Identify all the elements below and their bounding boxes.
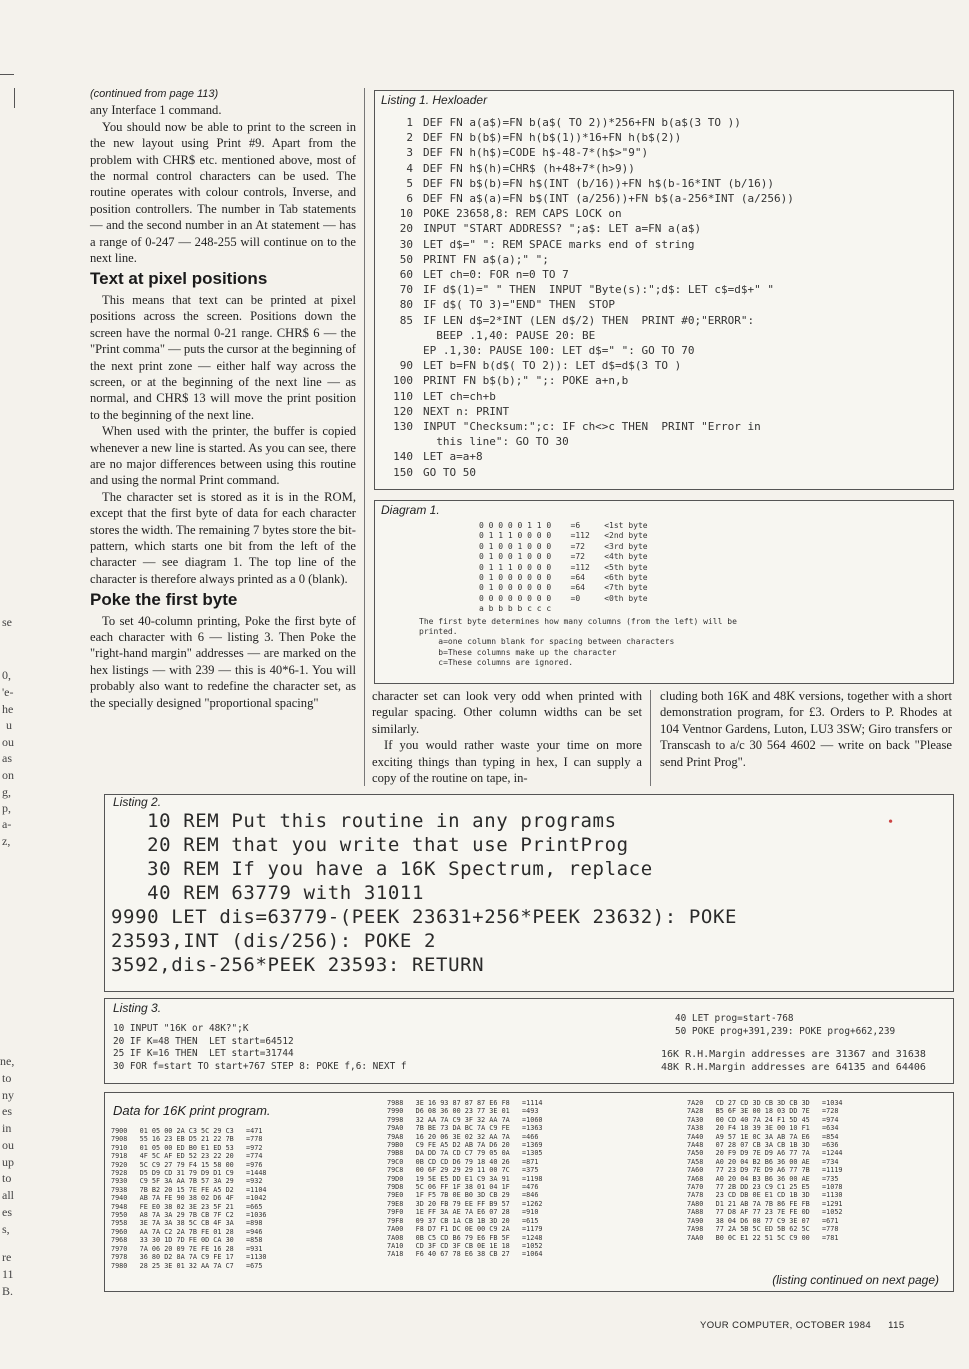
line-number — [375, 328, 423, 343]
hex-row: 7998 32 AA 7A C9 3F 32 AA 7A =1060 — [387, 1115, 543, 1124]
byte-label: <4th byte — [604, 552, 648, 562]
code-line: 10 REM Put this routine in any programs — [111, 810, 617, 832]
listing-continued-label: (listing continued on next page) — [772, 1273, 939, 1287]
line-code: NEXT n: PRINT — [423, 404, 510, 418]
code-line: 30 REM If you have a 16K Spectrum, replace — [111, 858, 653, 880]
byte-value: =72 — [551, 552, 605, 562]
hex-row: 7A28 B5 6F 3E 00 18 03 DD 7E =728 — [687, 1107, 839, 1116]
byte-value: =64 — [551, 583, 605, 593]
magazine-issue: YOUR COMPUTER, OCTOBER 1984 — [700, 1320, 872, 1331]
margin-fragment: ny — [2, 1088, 14, 1102]
left-margin-fragments — [0, 0, 20, 1369]
diagram-row — [479, 531, 953, 541]
diagram-row — [479, 542, 953, 552]
hex-row: 7A40 A9 57 1E 0C 3A AB 7A E6 =854 — [687, 1132, 839, 1141]
page-footer — [700, 1320, 905, 1331]
code-line: 50 POKE prog+391,239: POKE prog+662,239 — [675, 1025, 896, 1037]
code-line — [375, 115, 953, 130]
hex-row: 7918 4F 5C AF ED 52 23 22 20 =774 — [111, 1152, 263, 1161]
code-line: 40 REM 63779 with 31011 — [111, 882, 425, 904]
code-line — [375, 176, 953, 191]
line-number: 70 — [399, 283, 413, 297]
line-number: 120 — [393, 404, 413, 418]
bit-pattern: 0 1 1 1 0 0 0 0 — [479, 562, 552, 572]
listing-2-code — [105, 809, 953, 977]
line-number: 3 — [406, 146, 413, 160]
line-number: 80 — [399, 298, 413, 312]
code-line — [375, 252, 953, 267]
line-number: 50 — [399, 252, 413, 266]
byte-value: =64 — [551, 573, 605, 583]
margin-fragment: to — [2, 1171, 12, 1185]
hex-row: 7A00 F8 D7 F1 DC 0E 00 C9 2A =1179 — [387, 1225, 543, 1234]
bit-pattern: 0 0 0 0 0 1 1 0 — [479, 521, 552, 530]
hex-row: 7A30 00 CD 40 7A 24 F1 5D 45 =974 — [687, 1115, 839, 1124]
bit-pattern: 0 1 0 0 1 0 0 0 — [479, 541, 552, 551]
code-line — [375, 161, 953, 176]
code-line: 3592,dis-256*PEEK 23593: RETURN — [111, 954, 485, 976]
hex-row: 7908 55 16 23 EB D5 21 22 7B =778 — [111, 1135, 263, 1144]
listing-3-box — [104, 998, 954, 1084]
diagram-1-bits — [375, 519, 953, 615]
line-code: LET b=FN b(d$( TO 2)): LET d$=d$(3 TO ) — [423, 359, 682, 373]
byte-label: <7th byte — [604, 583, 648, 593]
code-line: 25 IF K=16 THEN LET start=31744 — [113, 1048, 294, 1060]
margin-fragment: on — [2, 768, 14, 782]
code-line — [375, 221, 953, 236]
line-code: DEF FN a$(a)=FN b$(INT (a/256))+FN b$(a-256*INT (a/256)) — [423, 192, 794, 206]
byte-label: <0th byte — [604, 593, 648, 603]
hex-row: 7A80 D1 21 AB 7A 7B 86 FE FB =1291 — [687, 1199, 843, 1208]
continued-from-label: (continued from page 113) — [90, 88, 219, 100]
line-code: IF LEN d$=2*INT (LEN d$/2) THEN PRINT #0;"ERROR": — [423, 313, 755, 327]
hex-row: 7A10 CD 3F CD 3F CB 0E 1E 18 =1052 — [387, 1241, 543, 1250]
line-code: LET d$=" ": REM SPACE marks end of string — [423, 237, 695, 251]
hex-row: 79E0 1F F5 7B 0E B0 3D CB 29 =846 — [387, 1191, 539, 1200]
margin-fragment: B. — [2, 1284, 14, 1298]
column-divider-2 — [650, 690, 651, 786]
margin-fragment: g, — [2, 785, 11, 799]
code-line — [375, 434, 953, 449]
diagram-row — [479, 573, 953, 583]
hex-row: 7AA0 B0 0C E1 22 51 5C C9 00 =781 — [687, 1233, 839, 1242]
hex-block-1 — [111, 1127, 267, 1270]
margin-line-vertical — [14, 88, 15, 108]
line-number: 1 — [406, 116, 413, 129]
margin-fragment: ou — [2, 735, 14, 749]
diagram-1-title: Diagram 1. — [381, 503, 440, 517]
line-code: LET a=a+8 — [423, 450, 483, 464]
code-line — [375, 237, 953, 252]
diagram-note: c=These columns are ignored. — [419, 658, 574, 668]
paragraph: any Interface 1 command. — [90, 103, 222, 118]
hex-row: 7A70 77 2B DD 23 C9 C1 25 E5 =1078 — [687, 1183, 843, 1192]
byte-label: <5th byte — [604, 562, 648, 572]
hex-row: 7A20 CD 27 CD 3D CB 3D CB 3D =1034 — [687, 1099, 843, 1107]
hex-row: 7A60 77 23 D9 7E D9 A6 77 7B =1119 — [687, 1166, 843, 1175]
data-16k-title: Data for 16K print program. — [113, 1103, 271, 1118]
code-line — [375, 404, 953, 419]
article-column-middle — [372, 688, 642, 786]
hex-row: 7980 28 25 3E 01 32 AA 7A C7 =675 — [111, 1261, 263, 1270]
line-number — [375, 434, 423, 449]
bit-pattern: 0 1 0 0 0 0 0 0 — [479, 583, 552, 593]
margin-fragment: 'e- — [2, 685, 14, 699]
margin-note: 48K R.H.Margin addresses are 64135 and 64406 — [661, 1061, 926, 1073]
line-code: IF d$( TO 3)="END" THEN STOP — [423, 298, 616, 312]
paragraph: This means that text can be printed at pixel positions across the screen. Positions down the screen have the normal 0-21 range. CHR$ 6 — the "Print comma" — puts the cursor at the beginning of the next print zone — either half way across the screen, or at the beginning of the next line — as normal, and CHR$ 13 will move the print position to the beginning of the next line. — [90, 292, 356, 422]
line-number: 85 — [399, 313, 413, 327]
line-code: BEEP .1,40: PAUSE 20: BE — [423, 328, 596, 342]
code-line: 23593,INT (dis/256): POKE 2 — [111, 930, 437, 952]
line-code: GO TO 50 — [423, 465, 476, 479]
hex-row: 7A08 0B C5 CD B6 79 E6 FB 5F =1248 — [387, 1233, 543, 1242]
line-code: PRINT FN b$(b);" ";: POKE a+n,b — [423, 374, 629, 388]
margin-fragment: es — [2, 1205, 12, 1219]
margin-fragment: a- — [2, 817, 12, 831]
hex-row: 79C0 0B CD CD D6 79 18 40 26 =871 — [387, 1157, 539, 1166]
paragraph: You should now be able to print to the screen in the new layout using Print #9. Apart from the problem with CHR$ etc. mentioned above, most of the normal control characters can be used. The routine operates with colour controls, Inverse, and position controllers. The number in Tab statements — and the second number in an At statement — has a range of 0-247 — 248-255 will continue on to the next line. — [90, 119, 356, 266]
byte-label: <2nd byte — [604, 531, 648, 541]
line-code: INPUT "START ADDRESS? ";a$: LET a=FN a(a$) — [423, 222, 702, 236]
line-code: PRINT FN a$(a);" "; — [423, 252, 549, 266]
article-column-left — [90, 86, 356, 711]
bit-pattern: a b b b b c c c — [479, 604, 552, 614]
code-line — [375, 313, 953, 328]
paragraph: If you would rather waste your time on more exciting things than typing in hex, I can supply a copy of the routine on tape, in- — [372, 738, 642, 786]
code-line — [375, 373, 953, 388]
bit-pattern: 0 1 1 1 0 0 0 0 — [479, 531, 552, 541]
margin-fragment: he — [2, 702, 14, 716]
line-code: INPUT "Checksum:";c: IF ch<>c THEN PRINT "Error in — [423, 420, 761, 434]
code-line — [375, 465, 953, 480]
margin-fragment: z, — [2, 834, 11, 848]
line-code: DEF FN b(b$)=FN h(b$(1))*16+FN h(b$(2)) — [423, 131, 682, 145]
hex-row: 79F0 1E FF 3A AE 7A E6 07 28 =910 — [387, 1208, 539, 1217]
hex-row: 79C8 00 6F 29 29 29 11 00 7C =375 — [387, 1166, 539, 1175]
hex-row: 7A48 07 28 07 CB 3A CB 1B 3D =636 — [687, 1141, 839, 1150]
hex-row: 7A90 38 04 D6 08 77 C9 3E 07 =671 — [687, 1216, 839, 1225]
line-number: 100 — [393, 374, 413, 388]
line-code: this line": GO TO 30 — [423, 435, 569, 449]
hex-row: 7968 33 30 1D 7D FE 0D CA 30 =858 — [111, 1236, 263, 1245]
code-line — [375, 343, 953, 358]
hex-row: 7930 C9 5F 3A AA 7B 57 3A 29 =932 — [111, 1177, 263, 1186]
listing-1-box — [374, 90, 954, 490]
code-line — [375, 297, 953, 312]
hex-row: 79B0 C9 FE A5 D2 AB 7A D6 20 =1369 — [387, 1141, 543, 1150]
hex-row: 7940 AB 7A FE 90 38 02 D6 4F =1042 — [111, 1194, 267, 1203]
line-number: 110 — [393, 389, 413, 403]
margin-fragment: s, — [2, 1222, 10, 1236]
diagram-note: b=These columns make up the character — [419, 647, 617, 657]
hex-row: 79E8 3D 20 FB 79 EE FF B9 57 =1262 — [387, 1199, 543, 1208]
hex-row: 7A18 F6 40 67 78 E6 38 CB 27 =1064 — [387, 1250, 543, 1259]
bit-pattern: 0 1 0 0 1 0 0 0 — [479, 552, 552, 562]
listing-3-code-right — [675, 1013, 895, 1038]
byte-label: <6th byte — [604, 573, 648, 583]
byte-value: =112 — [551, 531, 605, 541]
margin-fragment: all — [2, 1188, 14, 1202]
margin-note: 16K R.H.Margin addresses are 31367 and 31638 — [661, 1049, 926, 1060]
code-line — [375, 206, 953, 221]
hex-row: 7A88 77 D8 AF 77 23 7E FE 0D =1052 — [687, 1208, 843, 1217]
hex-row: 7988 3E 16 93 87 87 87 E6 F8 =1114 — [387, 1099, 543, 1107]
line-code: EP .1,30: PAUSE 100: LET d$=" ": GO TO 70 — [423, 344, 695, 358]
hex-row: 7960 AA 7A C2 2A 7B FE 01 28 =946 — [111, 1227, 263, 1236]
line-number: 140 — [393, 450, 413, 464]
listing-2-box — [104, 794, 954, 992]
hex-row: 7978 36 80 D2 8A 7A C9 FE 17 =1130 — [111, 1253, 267, 1262]
code-line — [375, 328, 953, 343]
line-code: DEF FN b$(b)=FN h$(INT (b/16))+FN h$(b-16*INT (b/16)) — [423, 176, 774, 190]
hex-row: 79D8 5C 06 FF 1F 38 01 04 1F =476 — [387, 1183, 539, 1192]
line-number: 4 — [406, 161, 413, 175]
byte-value: =6 — [551, 521, 605, 530]
code-line: 20 IF K=48 THEN LET start=64512 — [113, 1035, 294, 1047]
line-number: 60 — [399, 268, 413, 282]
code-line — [375, 419, 953, 434]
margin-fragment: in — [2, 1121, 12, 1135]
code-line: 30 FOR f=start TO start+767 STEP 8: POKE f,6: NEXT f — [113, 1060, 407, 1072]
diagram-row — [479, 604, 953, 614]
hex-row: 7A38 20 F4 18 39 3E 00 10 F1 =634 — [687, 1124, 839, 1133]
hex-row: 7A68 A0 20 04 B3 B6 36 00 AE =735 — [687, 1174, 839, 1183]
paragraph: character set can look very odd when printed with regular spacing. Other column widths can be set similarly. — [372, 689, 642, 736]
paragraph: The character set is stored as it is in the ROM, except that the first byte of data for each character stores the width. The remaining 7 bytes store the bit-pattern, which starts one bit from the left of the character — see diagram 1. The top line of the character is therefore always printed as a 0 (blank). — [90, 489, 356, 586]
listing-3-notes — [661, 1049, 926, 1074]
hex-row: 7A78 23 CD DB 0E E1 CD 1B 3D =1130 — [687, 1191, 843, 1200]
code-line — [375, 191, 953, 206]
listing-1-code — [375, 109, 953, 480]
margin-fragment: es — [2, 1104, 12, 1118]
code-line — [375, 449, 953, 464]
hex-row: 79A0 7B BE 73 DA BC 7A C9 FE =1363 — [387, 1124, 543, 1133]
line-code: LET ch=ch+b — [423, 389, 496, 403]
margin-fragment: p, — [2, 801, 11, 815]
byte-label: <1st byte — [604, 521, 648, 530]
margin-fragment: as — [2, 751, 12, 765]
bit-pattern: 0 1 0 0 0 0 0 0 — [479, 573, 552, 583]
line-number: 90 — [399, 359, 413, 373]
hex-row: 7A58 A0 20 04 B2 B6 36 00 AE =734 — [687, 1157, 839, 1166]
line-number: 10 — [399, 207, 413, 221]
hex-row: 7938 7B B2 20 15 7E FE A5 D2 =1104 — [111, 1185, 267, 1194]
code-line — [375, 267, 953, 282]
data-16k-box — [104, 1092, 954, 1292]
diagram-note: printed. — [419, 627, 458, 637]
code-line: 9990 LET dis=63779-(PEEK 23631+256*PEEK 23632): POKE — [111, 906, 738, 928]
margin-fragment: u — [6, 718, 12, 732]
asterisk-mark: • — [888, 815, 893, 830]
diagram-note: The first byte determines how many columns (from the left) will be — [419, 616, 737, 626]
paragraph: cluding both 16K and 48K versions, together with a short demonstration program, for £3. Orders to P. Rhodes at 104 Ventnor Gardens, Luton, LU3 3SW; Giro transfers or Transcash to a/c 30 564 4602 — write on back "Please send Print Prog". — [660, 689, 952, 769]
line-number: 6 — [406, 192, 413, 206]
margin-fragment: ne, — [0, 1054, 15, 1068]
hex-row: 7920 5C C9 27 79 F4 15 58 00 =976 — [111, 1160, 263, 1169]
margin-line-top — [0, 74, 14, 75]
listing-3-title: Listing 3. — [113, 1001, 162, 1015]
code-line — [375, 282, 953, 297]
heading-text-at-pixel-positions: Text at pixel positions — [90, 269, 268, 289]
page-number: 115 — [888, 1320, 905, 1331]
margin-fragment: 11 — [2, 1267, 14, 1281]
line-number: 30 — [399, 237, 413, 251]
diagram-1-notes — [375, 615, 953, 669]
byte-value: =72 — [551, 541, 605, 551]
line-code: POKE 23658,8: REM CAPS LOCK on — [423, 207, 622, 221]
hex-block-3 — [687, 1099, 843, 1242]
hex-row: 79A8 16 20 06 3E 02 32 AA 7A =466 — [387, 1132, 539, 1141]
line-number: 20 — [399, 222, 413, 236]
line-code: DEF FN h$(h)=CHR$ (h+48+7*(h>9)) — [423, 161, 635, 175]
hex-row: 7928 D5 D9 CD 31 79 D9 D1 C9 =1448 — [111, 1169, 267, 1178]
line-code: LET ch=0: FOR n=0 TO 7 — [423, 268, 569, 282]
listing-3-code-left — [113, 1023, 407, 1073]
paragraph: When used with the printer, the buffer is copied whenever a new line is started. As you can see, there are no major differences between using this routine and using the normal Print command. — [90, 424, 356, 488]
code-line — [375, 358, 953, 373]
article-column-right — [660, 688, 952, 770]
margin-fragment: 0, — [2, 668, 11, 682]
code-line: 10 INPUT "16K or 48K?";K — [113, 1023, 249, 1034]
paragraph: To set 40-column printing, Poke the first byte of each character with 6 — listing 3. Then Poke the "right-hand margin" addresses — are marked on the hex listings — with 239 — this is 40*6-1. You will probably also want to redefine the character set, as the specially designed "proportional spacing" — [90, 613, 356, 710]
listing-1-title: Listing 1. Hexloader — [381, 93, 488, 107]
byte-value — [551, 604, 604, 613]
diagram-row — [479, 583, 953, 593]
hex-row: 79F8 09 37 CB 1A CB 1B 3D 20 =615 — [387, 1216, 539, 1225]
diagram-row — [479, 521, 953, 531]
byte-value: =112 — [551, 562, 605, 572]
code-line — [375, 145, 953, 160]
margin-fragment: to — [2, 1071, 12, 1085]
line-number: 5 — [406, 176, 413, 190]
code-line: 40 LET prog=start-768 — [675, 1013, 794, 1024]
hex-row: 7990 D6 08 36 00 23 77 3E 01 =493 — [387, 1107, 539, 1116]
code-line: 20 REM that you write that use PrintProg — [111, 834, 629, 856]
heading-poke-the-first-byte: Poke the first byte — [90, 590, 238, 610]
listing-2-title: Listing 2. — [113, 795, 162, 809]
diagram-1-box — [374, 500, 954, 684]
diagram-note: a=one column blank for spacing between characters — [419, 637, 675, 647]
line-number: 150 — [393, 465, 413, 479]
line-number: 130 — [393, 420, 413, 434]
hex-row: 7910 01 05 00 ED B0 E1 ED 53 =972 — [111, 1143, 263, 1152]
margin-fragment: re — [2, 1250, 12, 1264]
hex-row: 7900 01 05 00 2A C3 5C 29 C3 =471 — [111, 1127, 263, 1135]
margin-fragment: se — [2, 615, 12, 629]
hex-row: 79D0 19 5E E5 DD E1 C9 3A 91 =1198 — [387, 1174, 543, 1183]
hex-row: 79B8 DA DD 7A CD C7 79 05 0A =1305 — [387, 1149, 543, 1158]
line-code: DEF FN h(h$)=CODE h$-48-7*(h$>"9") — [423, 146, 649, 160]
hex-row: 7950 A8 7A 3A 29 7B CB 7F C2 =1036 — [111, 1211, 267, 1220]
line-number: 2 — [406, 131, 413, 145]
margin-fragment: up — [2, 1155, 14, 1169]
diagram-row — [479, 594, 953, 604]
diagram-row — [479, 552, 953, 562]
code-line — [375, 389, 953, 404]
bit-pattern: 0 0 0 0 0 0 0 0 — [479, 593, 552, 603]
column-divider — [364, 88, 365, 786]
hex-row: 7958 3E 7A 3A 38 5C CB 4F 3A =898 — [111, 1219, 263, 1228]
margin-fragment: ou — [2, 1138, 14, 1152]
hex-row: 7A50 20 F9 D9 7E D9 A6 77 7A =1244 — [687, 1149, 843, 1158]
hex-block-2 — [387, 1099, 543, 1259]
line-code: DEF FN a(a$)=FN b(a$( TO 2))*256+FN b(a$(3 TO )) — [423, 116, 741, 129]
hex-row: 7A98 77 2A 5B 5C ED 5B 62 5C =778 — [687, 1225, 839, 1234]
diagram-row — [479, 563, 953, 573]
byte-label: <3rd byte — [604, 541, 648, 551]
hex-row: 7948 FE E0 38 02 3E 23 5F 21 =665 — [111, 1202, 263, 1211]
byte-value: =0 — [551, 593, 605, 603]
code-line — [375, 130, 953, 145]
line-code: IF d$(1)=" " THEN INPUT "Byte(s):";d$: LET c$=d$+" " — [423, 283, 774, 297]
hex-row: 7970 7A 06 20 09 7E FE 16 28 =931 — [111, 1244, 263, 1253]
line-number — [375, 343, 423, 358]
